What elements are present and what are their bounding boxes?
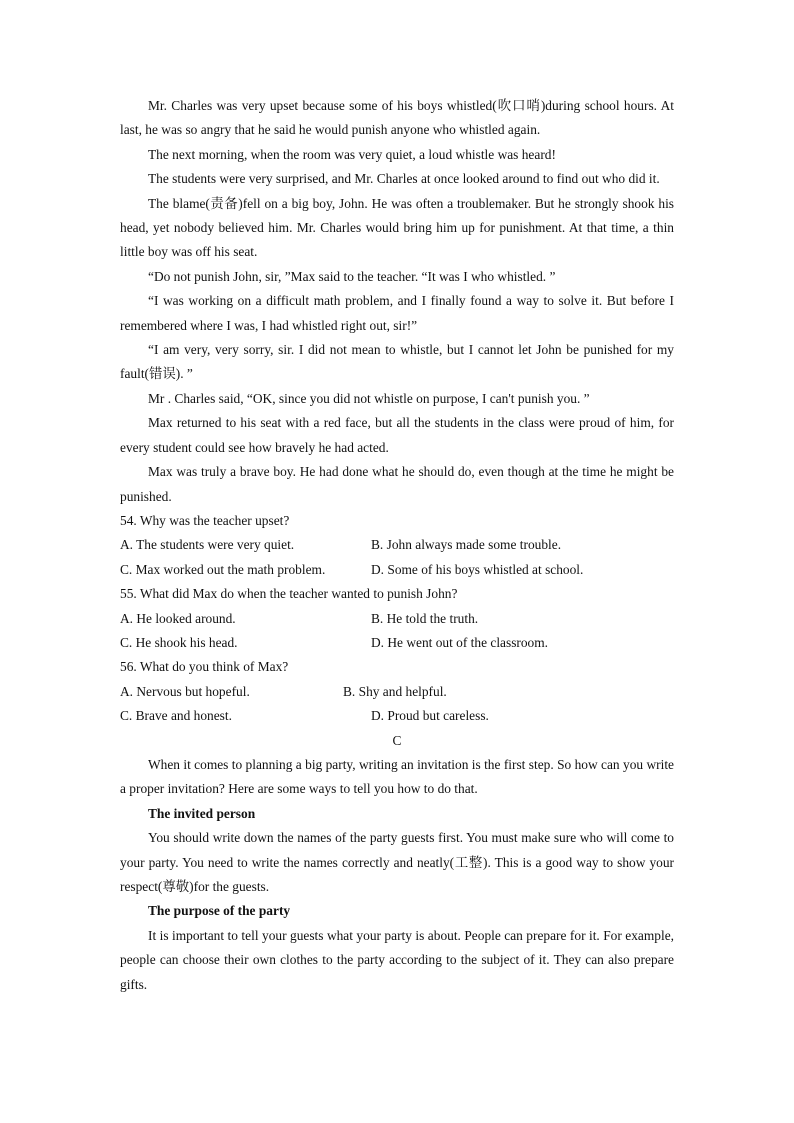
option-a: A. He looked around.	[120, 610, 236, 626]
options-row	[120, 607, 674, 631]
paragraph: “I am very, very sorry, sir. I did not mean to whistle, but I cannot let John be punished for my fault(错误). ”	[120, 342, 674, 382]
option-d: D. Proud but careless.	[371, 708, 489, 724]
document-page	[120, 94, 674, 997]
option-b: B. John always made some trouble.	[371, 537, 562, 553]
passage-label: C	[392, 732, 402, 748]
section-heading: The invited person	[148, 805, 256, 821]
paragraph: It is important to tell your guests what your party is about. People can prepare for it. For example, people can choose their own clothes to the party according to the subject of it. They can also prepare gifts.	[120, 927, 674, 992]
options-row	[120, 631, 674, 655]
options-row	[120, 558, 674, 582]
option-a: A. Nervous but hopeful.	[120, 683, 250, 699]
option-b: B. Shy and helpful.	[343, 683, 447, 699]
paragraph: When it comes to planning a big party, writing an invitation is the first step. So how can you write a proper invitation? Here are some ways to tell you how to do that.	[120, 756, 674, 797]
question-stem: 55. What did Max do when the teacher wanted to punish John?	[120, 586, 458, 602]
option-d: D. Some of his boys whistled at school.	[371, 561, 584, 577]
options-row	[120, 704, 674, 728]
paragraph: Mr. Charles was very upset because some of his boys whistled(吹口哨)during school hours. At last, he was so angry that he said he would punish anyone who whistled again.	[120, 98, 674, 138]
option-c: C. Max worked out the math problem.	[120, 561, 326, 577]
option-d: D. He went out of the classroom.	[371, 634, 549, 650]
paragraph: The next morning, when the room was very quiet, a loud whistle was heard!	[148, 146, 556, 162]
paragraph: Mr . Charles said, “OK, since you did not whistle on purpose, I can't punish you. ”	[148, 390, 590, 406]
paragraph: “Do not punish John, sir, ”Max said to the teacher. “It was I who whistled. ”	[148, 268, 556, 284]
paragraph: “I was working on a difficult math problem, and I finally found a way to solve it. But before I remembered where I was, I had whistled right out, sir!”	[120, 293, 674, 333]
question-54	[120, 509, 674, 582]
paragraph: Max was truly a brave boy. He had done what he should do, even though at the time he might be punished.	[120, 464, 674, 504]
question-55	[120, 582, 674, 655]
paragraph: Max returned to his seat with a red face, but all the students in the class were proud of him, for every student could see how bravely he had acted.	[120, 415, 674, 455]
paragraph: The blame(责备)fell on a big boy, John. He was often a troublemaker. But he strongly shook his head, yet nobody believed him. Mr. Charles would bring him up for punishment. At that time, a thin little boy was off his seat.	[120, 195, 674, 260]
option-b: B. He told the truth.	[371, 610, 479, 626]
option-c: C. Brave and honest.	[120, 708, 232, 724]
paragraph: The students were very surprised, and Mr. Charles at once looked around to find out who did it.	[148, 171, 660, 187]
paragraph: You should write down the names of the party guests first. You must make sure who will come to your party. You need to write the names correctly and neatly(工整). This is a good way to show your respect(尊敬)for the guests.	[120, 830, 674, 894]
question-56	[120, 655, 674, 728]
question-stem: 56. What do you think of Max?	[120, 659, 289, 675]
question-stem: 54. Why was the teacher upset?	[120, 512, 290, 528]
option-c: C. He shook his head.	[120, 634, 238, 650]
option-a: A. The students were very quiet.	[120, 537, 295, 553]
options-row	[120, 533, 674, 557]
section-heading: The purpose of the party	[148, 903, 291, 919]
options-row	[120, 680, 674, 704]
